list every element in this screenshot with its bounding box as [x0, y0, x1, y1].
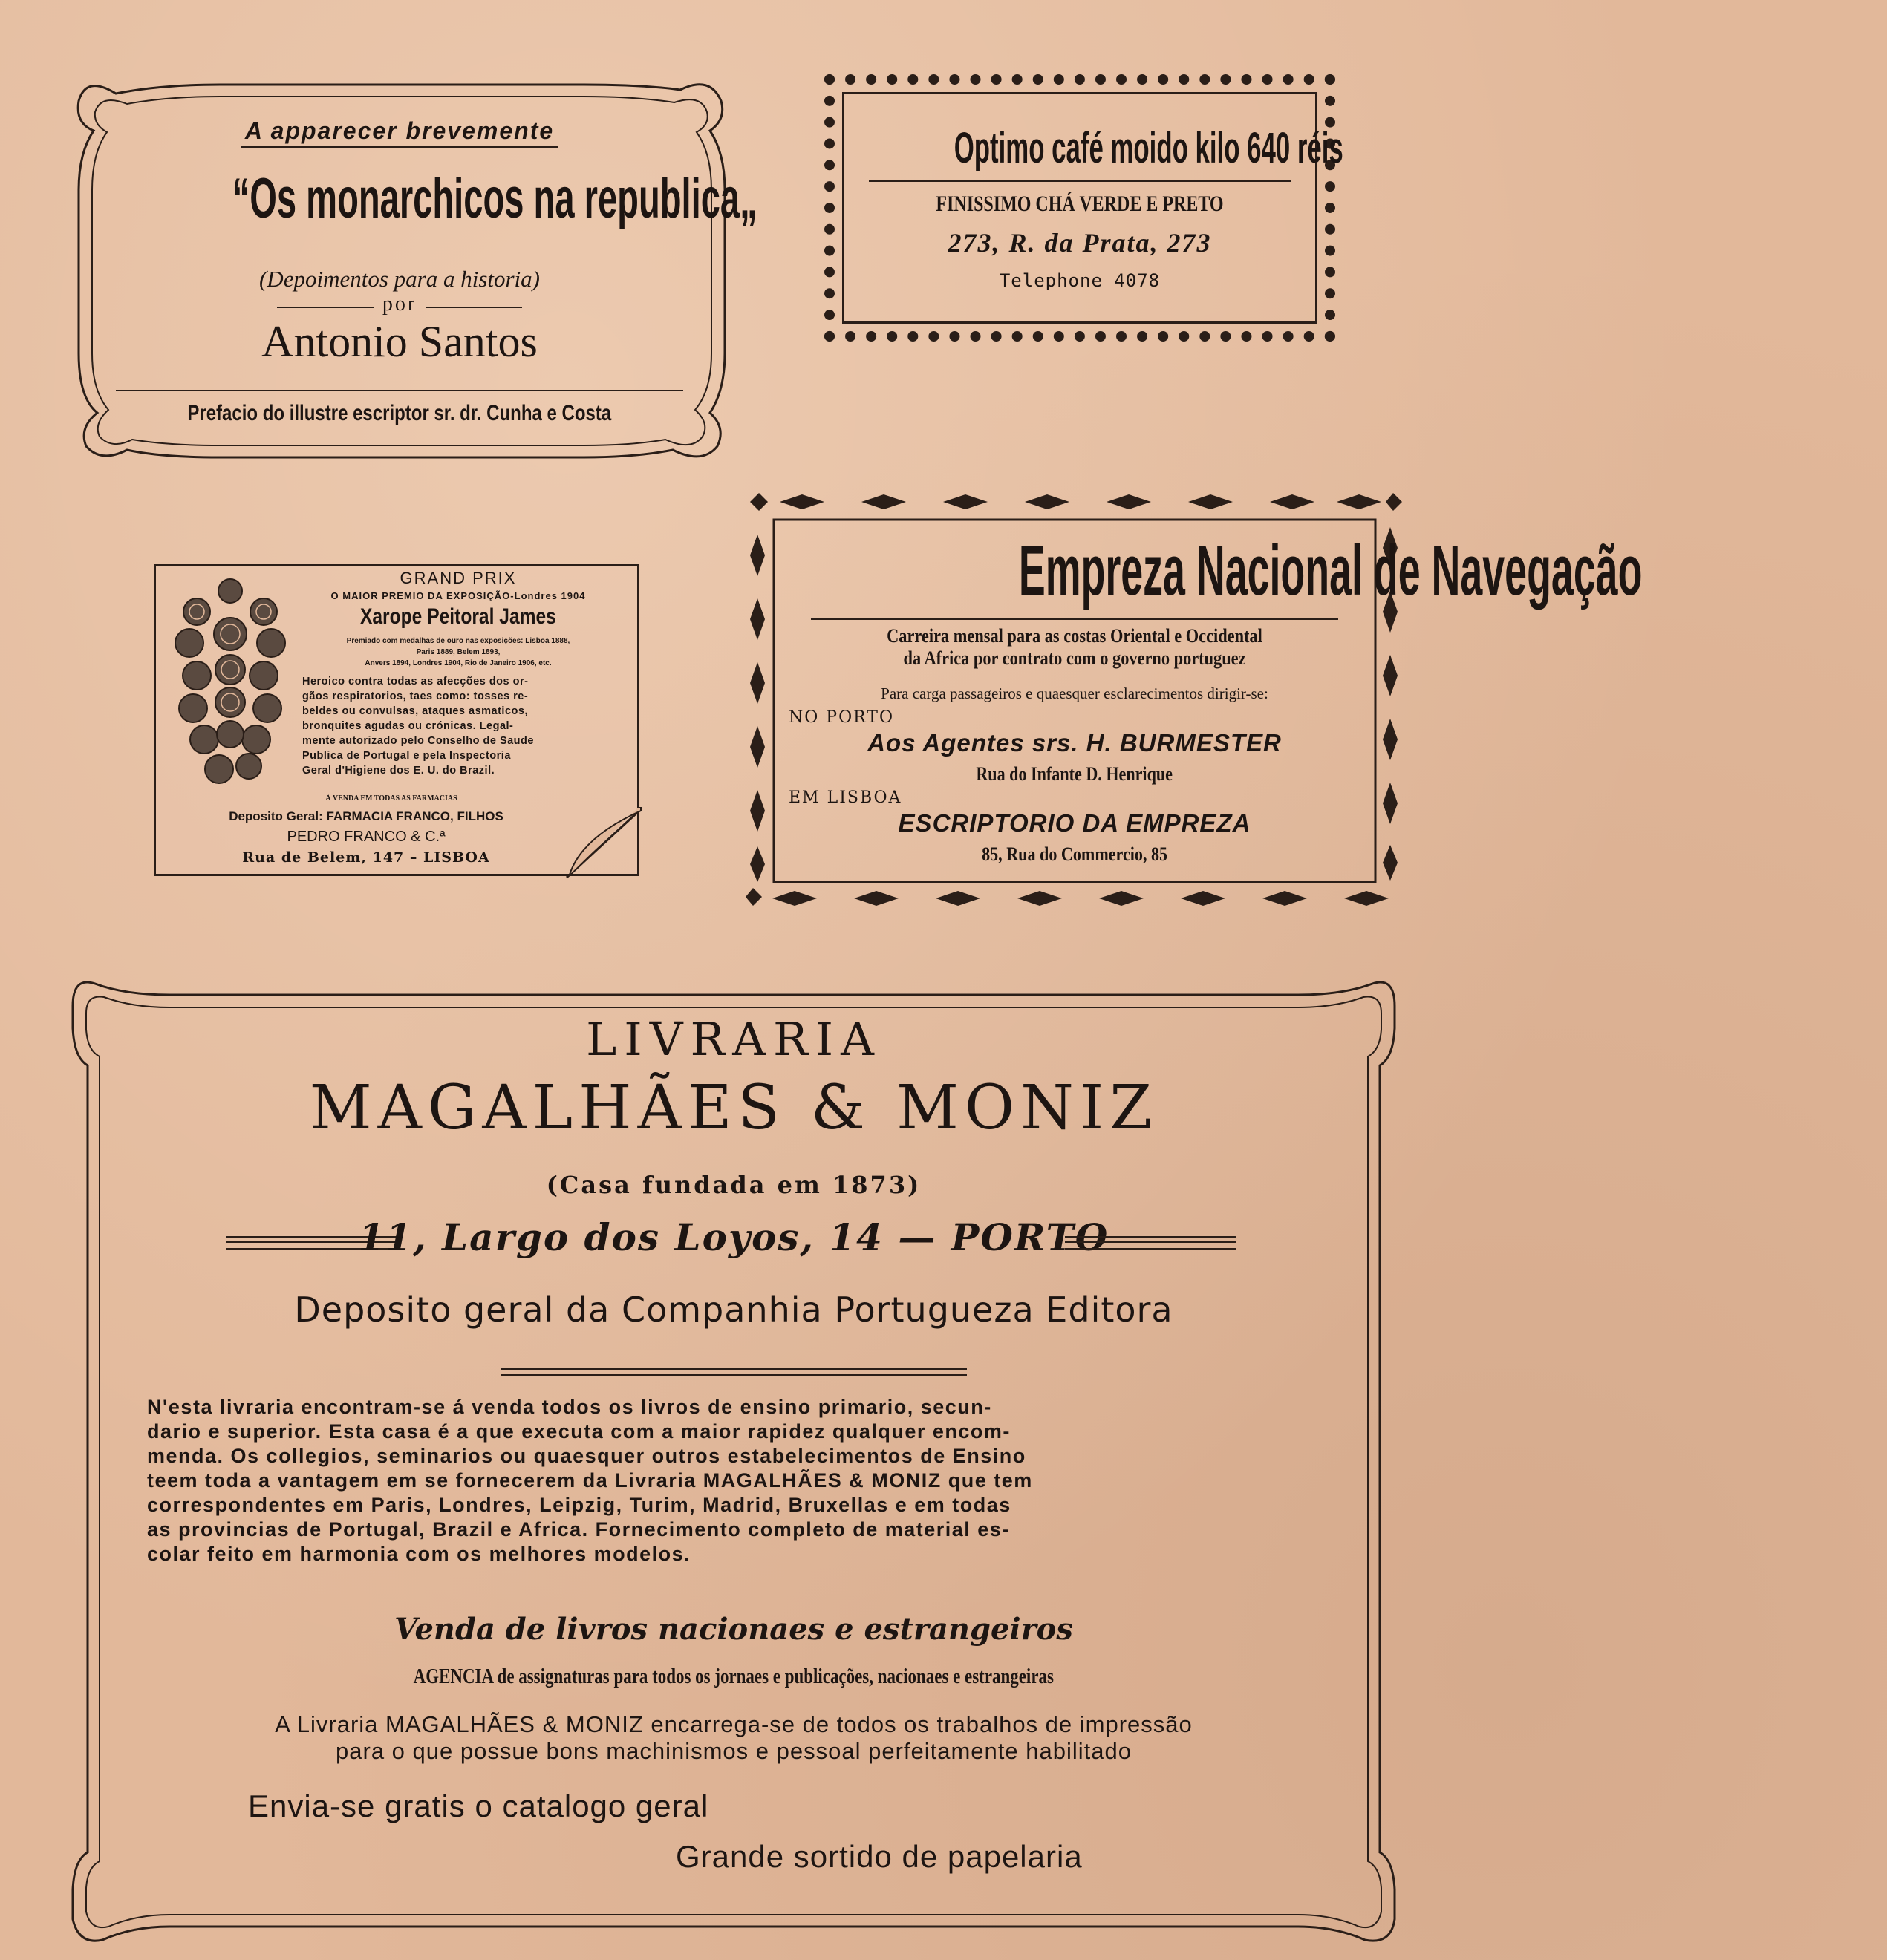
tea-line: FINISSIMO CHÁ VERDE E PRETO [936, 192, 1224, 216]
book-title: “Os monarchicos na republica„ [232, 167, 757, 230]
livraria-description [147, 1395, 1313, 1567]
empreza-title: Empreza Nacional de Navegação [1018, 531, 1643, 610]
ad-xarope [154, 564, 641, 878]
printing-line-2: para o que possue bons machinismos e pessoal perfeitamente habilitado [336, 1738, 1132, 1764]
address-rule-right [1065, 1236, 1236, 1250]
porto-address: Rua do Infante D. Henrique [976, 763, 1173, 785]
livraria-name: MAGALHÃES & MONIZ [309, 1073, 1158, 1143]
medals-illustration [167, 575, 293, 797]
description-line: Heroico contra todas as afecções dos or- [302, 676, 529, 687]
prize-line: Paris 1889, Belem 1893, [416, 648, 501, 656]
description-line: as provincias de Portugal, Brazil e Africa. Fornecimento completo de material es- [147, 1518, 1010, 1541]
tagline: A apparecer brevemente [71, 117, 728, 145]
stationery-line: Grande sortido de papelaria [676, 1839, 1083, 1874]
award-detail: O MAIOR PREMIO DA EXPOSIÇÃO-Londres 1904 [330, 590, 586, 601]
ad-monarchicos [71, 71, 757, 465]
ad-livraria [65, 961, 1402, 1949]
section-divider [501, 1368, 967, 1376]
description-line: menda. Os collegios, seminarios ou quaesquer outros estabelecimentos de Ensino [147, 1445, 1026, 1467]
cafe-telephone: Telephone 4078 [999, 270, 1161, 291]
description-line: beldes ou convulsas, ataques asmaticos, [302, 705, 528, 717]
deposit-line: Deposito Geral: FARMACIA FRANCO, FILHOS [229, 809, 503, 823]
lisboa-label: EM LISBOA [789, 788, 902, 807]
livraria-kicker: LIVRARIA [586, 1012, 881, 1066]
description-line: mente autorizado pelo Conselho de Saude [302, 735, 534, 747]
firm-street: Rua de Belem, 147 – LISBOA [242, 849, 490, 866]
author: Antonio Santos [261, 317, 538, 366]
porto-agent: Aos Agentes srs. H. BURMESTER [867, 729, 1282, 757]
prizes-list [302, 636, 614, 669]
book-subtitle: (Depoimentos para a historia) [258, 266, 540, 292]
preface: Prefacio do illustre escriptor sr. dr. Cunha e Costa [187, 401, 612, 425]
livraria-address: 11, Largo dos Loyos, 14 — PORTO [358, 1215, 1109, 1259]
description-line: correspondentes em Paris, Londres, Leipzig, Turim, Madrid, Bruxellas e em todas [147, 1494, 1011, 1516]
description-line: teem toda a vantagem em se fornecerem da Livraria MAGALHÃES & MONIZ que tem [147, 1469, 1033, 1492]
empreza-inquiry: Para carga passageiros e quaesquer esclarecimentos dirigir-se: [881, 685, 1268, 702]
award-title: GRAND PRIX [400, 569, 517, 587]
description-line: bronquites agudas ou crónicas. Legal- [302, 720, 514, 732]
lisboa-office: ESCRIPTORIO DA EMPREZA [898, 809, 1251, 837]
prize-line: Anvers 1894, Londres 1904, Rio de Janeiro 1906, etc. [365, 659, 552, 667]
xarope-description [302, 674, 623, 778]
page-curl-corner [567, 808, 641, 878]
editora-deposit: Deposito geral da Companhia Portugueza Editora [294, 1290, 1173, 1330]
cafe-address: 273, R. da Prata, 273 [948, 228, 1212, 258]
by-line: por [71, 293, 728, 316]
sale-note: À VENDA EM TODAS AS FARMACIAS [325, 794, 457, 803]
printing-line-1: A Livraria MAGALHÃES & MONIZ encarrega-se de todos os trabalhos de impressão [275, 1711, 1193, 1737]
description-line: gãos respiratorios, taes como: tosses re- [302, 690, 529, 702]
firm-name: PEDRO FRANCO & C.ª [287, 829, 446, 845]
empreza-service: Carreira mensal para as costas Oriental e Occidental da Africa por contrato com o governo portuguez [887, 625, 1262, 669]
description-line: N'esta livraria encontram-se á venda todos os livros de ensino primario, secun- [147, 1396, 992, 1418]
agency-line: AGENCIA de assignaturas para todos os jornaes e publicações, nacionaes e estrangeiras [413, 1665, 1055, 1688]
porto-label: NO PORTO [789, 708, 895, 727]
founded-line: (Casa fundada em 1873) [546, 1171, 922, 1199]
lisboa-address: 85, Rua do Commercio, 85 [981, 843, 1168, 865]
cafe-headline: Optimo café moido kilo 640 réis [954, 124, 1343, 172]
description-line: colar feito em harmonia com os melhores modelos. [147, 1543, 691, 1565]
ad-cafe [824, 74, 1343, 342]
description-line: Geral d'Higiene dos E. U. do Brazil. [302, 765, 495, 777]
product-name: Xarope Peitoral James [360, 604, 556, 629]
description-line: dario e superior. Esta casa é a que executa com a maior rapidez qualquer encom- [147, 1420, 1011, 1443]
ad-empreza [743, 490, 1643, 915]
prize-line: Premiado com medalhas de ouro nas exposições: Lisboa 1888, [346, 637, 570, 645]
catalog-line: Envia-se gratis o catalogo geral [248, 1788, 709, 1823]
books-sale: Venda de livros nacionaes e estrangeiros [394, 1612, 1073, 1647]
description-line: Publica de Portugal e pela Inspectoria [302, 750, 511, 762]
